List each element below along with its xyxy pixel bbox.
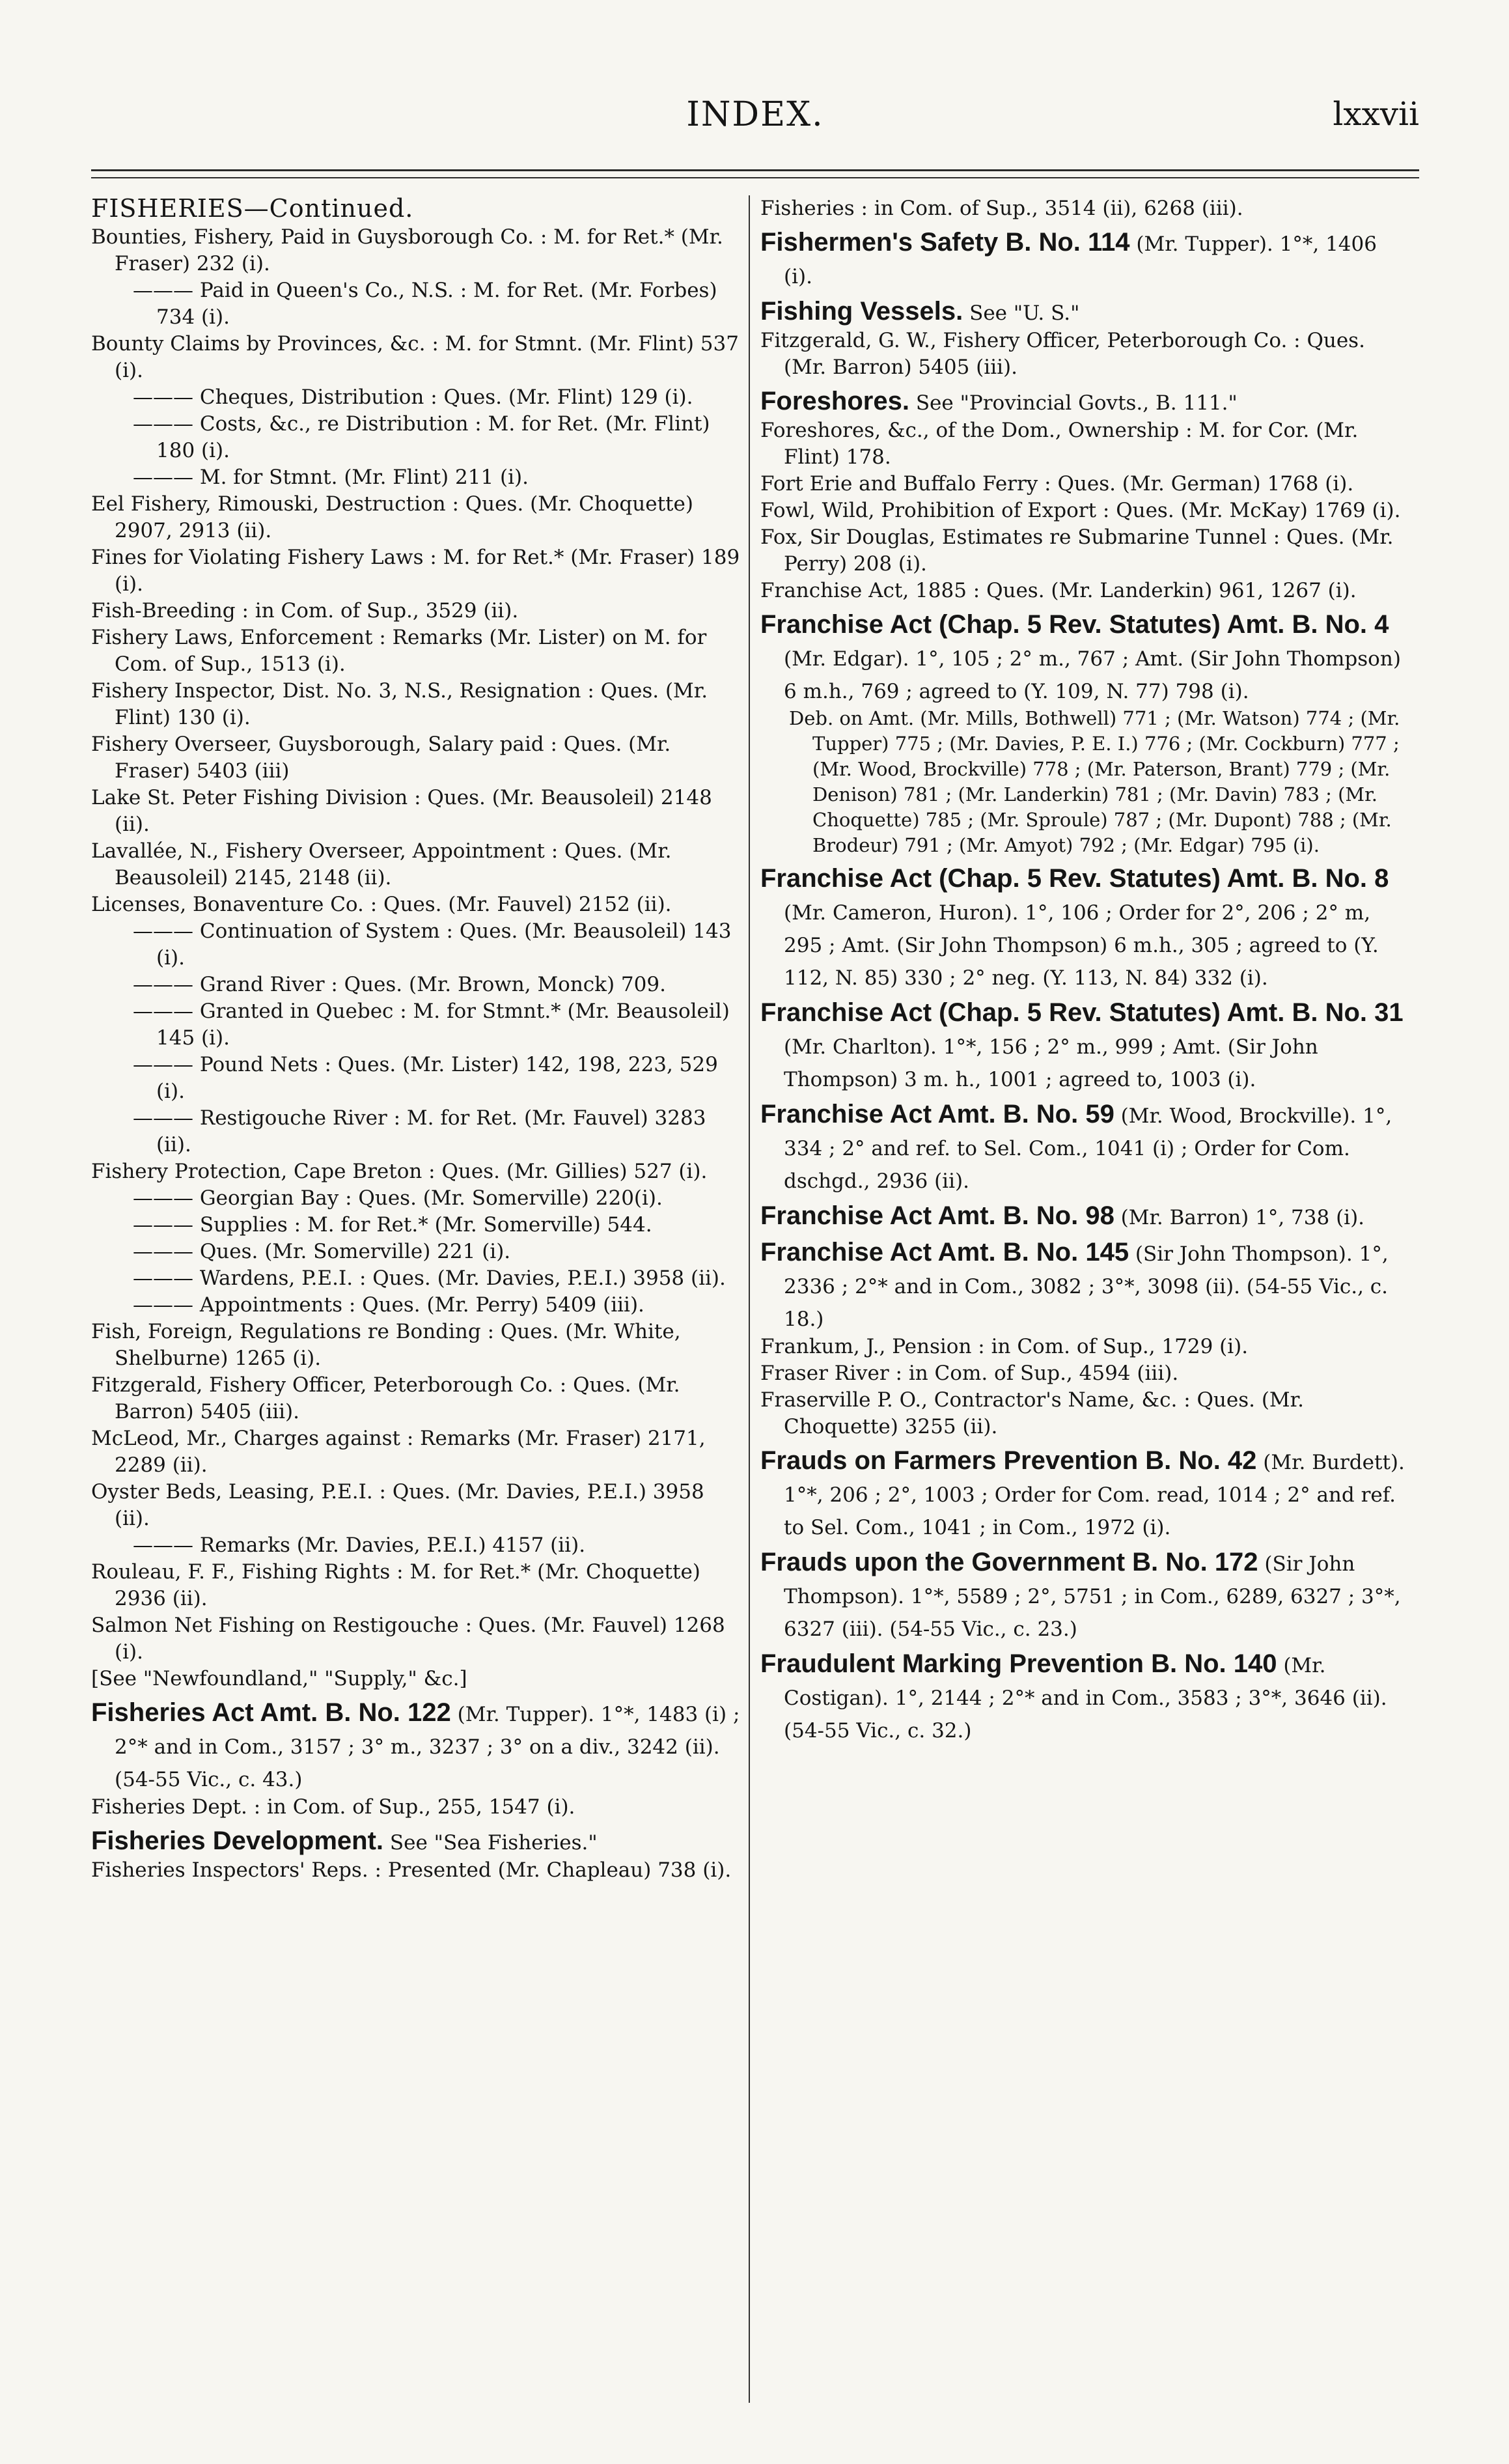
index-entry	[91, 411, 742, 464]
index-entry	[760, 328, 1411, 381]
index-entry	[91, 1372, 742, 1425]
entry-text: Fitzgerald, Fishery Officer, Peterborough Co. : Ques. (Mr. Barron) 5405 (iii).	[91, 1373, 680, 1423]
index-entry	[91, 1239, 742, 1265]
entry-text: ——— Appointments : Ques. (Mr. Perry) 5409 (iii).	[133, 1293, 644, 1317]
index-entry	[91, 1185, 742, 1212]
index-entry	[760, 524, 1411, 578]
entry-text: ——— M. for Stmnt. (Mr. Flint) 211 (i).	[133, 466, 529, 489]
page-title: INDEX.	[686, 95, 824, 134]
index-entry	[760, 1334, 1411, 1360]
entry-text: ——— Costs, &c., re Distribution : M. for Ret. (Mr. Flint) 180 (i).	[133, 412, 710, 462]
index-entry	[760, 1546, 1411, 1644]
index-entry	[91, 1612, 742, 1666]
left-column	[91, 195, 742, 2422]
index-entry	[91, 1052, 742, 1105]
index-entry	[760, 608, 1411, 706]
bill-title: Fisheries Development.	[91, 1827, 384, 1855]
bill-title: Franchise Act Amt. B. No. 98	[760, 1201, 1114, 1230]
page-number: lxxvii	[1333, 95, 1419, 133]
section-heading: FISHERIES—Continued.	[91, 195, 414, 223]
entry-text: (Sir John Thompson). 1°*, 5589 ; 2°, 5751 ; in Com., 6289, 6327 ; 3°*, 6327 (iii). (54-55 Vic., c. 23.)	[784, 1552, 1401, 1641]
entry-text: (Mr. Tupper). 1°*, 1483 (i) ; 2°* and in Com., 3157 ; 3° m., 3237 ; 3° on a div., 3242 (ii). (54-55 Vic., c. 43.)	[115, 1703, 740, 1791]
index-entry	[91, 918, 742, 972]
entry-text: ——— Granted in Quebec : M. for Stmnt.* (Mr. Beausoleil) 145 (i).	[133, 1000, 730, 1050]
entry-text: Lavallée, N., Fishery Overseer, Appointment : Ques. (Mr. Beausoleil) 2145, 2148 (ii).	[91, 839, 672, 889]
index-entry	[91, 678, 742, 731]
entry-text: (Mr. Charlton). 1°*, 156 ; 2° m., 999 ; Amt. (Sir John Thompson) 3 m. h., 1001 ; agreed to, 1003 (i).	[784, 1035, 1318, 1091]
entry-text: [See "Newfoundland," "Supply," &c.]	[91, 1667, 467, 1690]
entry-text: (Mr. Barron) 1°, 738 (i).	[1114, 1206, 1365, 1229]
entry-text: Franchise Act, 1885 : Ques. (Mr. Landerkin) 961, 1267 (i).	[760, 579, 1357, 602]
index-entry	[760, 1444, 1411, 1542]
index-entry	[760, 1360, 1411, 1387]
entry-text: ——— Paid in Queen's Co., N.S. : M. for Ret. (Mr. Forbes) 734 (i).	[133, 279, 717, 329]
bill-title: Franchise Act (Chap. 5 Rev. Statutes) Amt. B. No. 4	[760, 610, 1389, 639]
entry-text: Fishery Protection, Cape Breton : Ques. (Mr. Gillies) 527 (i).	[91, 1160, 708, 1183]
index-entry	[91, 1479, 742, 1532]
entry-text: ——— Pound Nets : Ques. (Mr. Lister) 142, 198, 223, 529 (i).	[133, 1053, 718, 1103]
index-entry	[91, 1319, 742, 1372]
index-entry	[91, 1425, 742, 1479]
bill-title: Fraudulent Marking Prevention B. No. 140	[760, 1649, 1277, 1678]
index-entry	[91, 195, 742, 224]
index-entry	[91, 1794, 742, 1821]
entry-text: ——— Continuation of System : Ques. (Mr. Beausoleil) 143 (i).	[133, 919, 732, 970]
entry-text: See "Sea Fisheries."	[383, 1831, 598, 1855]
header-rule-thin	[91, 177, 1419, 178]
entry-text: Licenses, Bonaventure Co. : Ques. (Mr. Fauvel) 2152 (ii).	[91, 893, 672, 916]
header-rule	[91, 169, 1419, 171]
entry-text: (Mr. Costigan). 1°, 2144 ; 2°* and in Com., 3583 ; 3°*, 3646 (ii). (54-55 Vic., c. 32.)	[784, 1654, 1387, 1743]
entry-text: Fraser River : in Com. of Sup., 4594 (iii).	[760, 1362, 1179, 1385]
index-entry	[91, 224, 742, 277]
entry-text: Fines for Violating Fishery Laws : M. for Ret.* (Mr. Fraser) 189 (i).	[91, 546, 740, 596]
entry-text: (Mr. Tupper). 1°*, 1406 (i).	[784, 232, 1377, 288]
index-entry	[760, 862, 1411, 992]
index-entry	[91, 598, 742, 624]
entry-text: Deb. on Amt. (Mr. Mills, Bothwell) 771 ; (Mr. Watson) 774 ; (Mr. Tupper) 775 ; (Mr. Davies, P. E. I.) 776 ; (Mr. Cockburn) 777 ; (Mr. Wood, Brockville) 778 ; (Mr. Paterson, Brant) 779 ; (Mr. Denison) 781 ; (Mr. Landerkin) 781 ; (Mr. Davin) 783 ; (Mr. Choquette) 785 ; (Mr. Sproule) 787 ; (Mr. Dupont) 788 ; (Mr. Brodeur) 791 ; (Mr. Amyot) 792 ; (Mr. Edgar) 795 (i).	[789, 707, 1400, 856]
entry-text: Bounties, Fishery, Paid in Guysborough Co. : M. for Ret.* (Mr. Fraser) 232 (i).	[91, 225, 723, 275]
entry-text: ——— Wardens, P.E.I. : Ques. (Mr. Davies, P.E.I.) 3958 (ii).	[133, 1267, 726, 1290]
index-entry	[760, 1199, 1411, 1232]
index-entry	[91, 331, 742, 384]
index-entry	[91, 544, 742, 598]
entry-text: (Mr. Burdett). 1°*, 206 ; 2°, 1003 ; Order for Com. read, 1014 ; 2° and ref. to Sel. Com., 1041 ; in Com., 1972 (i).	[784, 1451, 1405, 1539]
index-entry	[91, 785, 742, 838]
page-header	[91, 85, 1419, 143]
entry-text: Rouleau, F. F., Fishing Rights : M. for Ret.* (Mr. Choquette) 2936 (ii).	[91, 1560, 700, 1610]
entry-text: Fish-Breeding : in Com. of Sup., 3529 (ii).	[91, 599, 519, 623]
index-entry	[91, 384, 742, 411]
index-entry	[760, 1647, 1411, 1745]
index-entry	[91, 1158, 742, 1185]
bill-title: Fishermen's Safety B. No. 114	[760, 228, 1130, 257]
right-column	[760, 195, 1411, 2422]
entry-text: ——— Grand River : Ques. (Mr. Brown, Monck) 709.	[133, 973, 666, 996]
entry-text: (Mr. Cameron, Huron). 1°, 106 ; Order for 2°, 206 ; 2° m, 295 ; Amt. (Sir John Thompson) 6 m.h., 305 ; agreed to (Y. 112, N. 85) 330 ; 2° neg. (Y. 113, N. 84) 332 (i).	[784, 901, 1379, 990]
entry-text: Eel Fishery, Rimouski, Destruction : Ques. (Mr. Choquette) 2907, 2913 (ii).	[91, 492, 693, 542]
index-entry	[91, 1825, 742, 1857]
bill-title: Franchise Act (Chap. 5 Rev. Statutes) Amt. B. No. 31	[760, 998, 1404, 1027]
index-entry	[760, 706, 1411, 858]
entry-text: Fort Erie and Buffalo Ferry : Ques. (Mr. German) 1768 (i).	[760, 472, 1354, 496]
index-entry	[91, 1532, 742, 1559]
index-entry	[91, 731, 742, 785]
bill-title: Frauds on Farmers Prevention B. No. 42	[760, 1446, 1257, 1475]
entry-text: McLeod, Mr., Charges against : Remarks (Mr. Fraser) 2171, 2289 (ii).	[91, 1427, 706, 1477]
entry-text: (Sir John Thompson). 1°, 2336 ; 2°* and in Com., 3082 ; 3°*, 3098 (ii). (54-55 Vic., c. 18.)	[784, 1242, 1389, 1331]
entry-text: Fisheries Inspectors' Reps. : Presented (Mr. Chapleau) 738 (i).	[91, 1858, 732, 1882]
index-entry	[760, 385, 1411, 417]
index-entry	[91, 491, 742, 544]
entry-text: Fisheries Dept. : in Com. of Sup., 255, 1547 (i).	[91, 1795, 575, 1819]
entry-text: Foreshores, &c., of the Dom., Ownership : M. for Cor. (Mr. Flint) 178.	[760, 419, 1359, 469]
index-entry	[91, 277, 742, 331]
index-entry	[91, 972, 742, 998]
index-entry	[760, 295, 1411, 328]
entry-text: ——— Restigouche River : M. for Ret. (Mr. Fauvel) 3283 (ii).	[133, 1106, 706, 1156]
entry-text: ——— Remarks (Mr. Davies, P.E.I.) 4157 (ii).	[133, 1533, 586, 1557]
index-entry	[760, 471, 1411, 497]
index-entry	[760, 497, 1411, 524]
bill-title: Franchise Act (Chap. 5 Rev. Statutes) Amt. B. No. 8	[760, 864, 1389, 893]
bill-title: Franchise Act Amt. B. No. 145	[760, 1238, 1129, 1267]
entry-text: Frankum, J., Pension : in Com. of Sup., 1729 (i).	[760, 1335, 1249, 1358]
bill-title: Fishing Vessels.	[760, 297, 963, 326]
entry-text: See "U. S."	[963, 301, 1080, 325]
index-entry	[91, 1292, 742, 1319]
entry-text: ——— Georgian Bay : Ques. (Mr. Somerville) 220(i).	[133, 1186, 663, 1210]
index-entry	[91, 1666, 742, 1692]
entry-text: ——— Supplies : M. for Ret.* (Mr. Somerville) 544.	[133, 1213, 652, 1237]
index-entry	[91, 998, 742, 1052]
index-entry	[91, 891, 742, 918]
index-entry	[760, 417, 1411, 471]
entry-text: Salmon Net Fishing on Restigouche : Ques. (Mr. Fauvel) 1268 (i).	[91, 1614, 725, 1664]
entry-text: (Mr. Edgar). 1°, 105 ; 2° m., 767 ; Amt. (Sir John Thompson) 6 m.h., 769 ; agreed to (Y. 109, N. 77) 798 (i).	[784, 647, 1401, 703]
index-entry	[760, 1387, 1411, 1440]
bill-title: Franchise Act Amt. B. No. 59	[760, 1100, 1114, 1128]
entry-text: Bounty Claims by Provinces, &c. : M. for Stmnt. (Mr. Flint) 537 (i).	[91, 332, 739, 382]
index-entry	[91, 1212, 742, 1239]
index-entry	[91, 464, 742, 491]
entry-text: Fishery Inspector, Dist. No. 3, N.S., Resignation : Ques. (Mr. Flint) 130 (i).	[91, 679, 708, 729]
entry-text: Oyster Beds, Leasing, P.E.I. : Ques. (Mr. Davies, P.E.I.) 3958 (ii).	[91, 1480, 704, 1530]
entry-text: Fox, Sir Douglas, Estimates re Submarine Tunnel : Ques. (Mr. Perry) 208 (i).	[760, 525, 1394, 576]
entry-text: See "Provincial Govts., B. 111."	[909, 391, 1238, 415]
entry-text: Fraserville P. O., Contractor's Name, &c. : Ques. (Mr. Choquette) 3255 (ii).	[760, 1388, 1304, 1438]
entry-text: Lake St. Peter Fishing Division : Ques. (Mr. Beausoleil) 2148 (ii).	[91, 786, 712, 836]
index-entry	[760, 578, 1411, 604]
bill-title: Fisheries Act Amt. B. No. 122	[91, 1698, 451, 1727]
index-entry	[91, 1265, 742, 1292]
index-entry	[91, 1559, 742, 1612]
entry-text: ——— Ques. (Mr. Somerville) 221 (i).	[133, 1240, 511, 1263]
index-entry	[91, 1696, 742, 1794]
entry-text: Fisheries : in Com. of Sup., 3514 (ii), 6268 (iii).	[760, 197, 1243, 220]
index-entry	[760, 1236, 1411, 1334]
index-entry	[760, 996, 1411, 1094]
index-entry	[91, 1105, 742, 1158]
index-entry	[91, 1857, 742, 1884]
entry-text: (Mr. Wood, Brockville). 1°, 334 ; 2° and ref. to Sel. Com., 1041 (i) ; Order for Com. dschgd., 2936 (ii).	[784, 1104, 1392, 1193]
bill-title: Frauds upon the Government B. No. 172	[760, 1548, 1258, 1576]
entry-text: Fitzgerald, G. W., Fishery Officer, Peterborough Co. : Ques. (Mr. Barron) 5405 (iii).	[760, 329, 1365, 379]
index-entry	[91, 624, 742, 678]
entry-text: ——— Cheques, Distribution : Ques. (Mr. Flint) 129 (i).	[133, 385, 693, 409]
index-entry	[760, 226, 1411, 291]
column-divider	[749, 195, 750, 2403]
index-entry	[760, 1098, 1411, 1196]
entry-text: Fish, Foreign, Regulations re Bonding : Ques. (Mr. White, Shelburne) 1265 (i).	[91, 1320, 681, 1370]
entry-text: Fowl, Wild, Prohibition of Export : Ques. (Mr. McKay) 1769 (i).	[760, 499, 1401, 522]
index-entry	[91, 838, 742, 891]
bill-title: Foreshores.	[760, 387, 909, 415]
entry-text: Fishery Laws, Enforcement : Remarks (Mr. Lister) on M. for Com. of Sup., 1513 (i).	[91, 626, 707, 676]
index-entry	[760, 195, 1411, 222]
entry-text: Fishery Overseer, Guysborough, Salary paid : Ques. (Mr. Fraser) 5403 (iii)	[91, 733, 671, 783]
